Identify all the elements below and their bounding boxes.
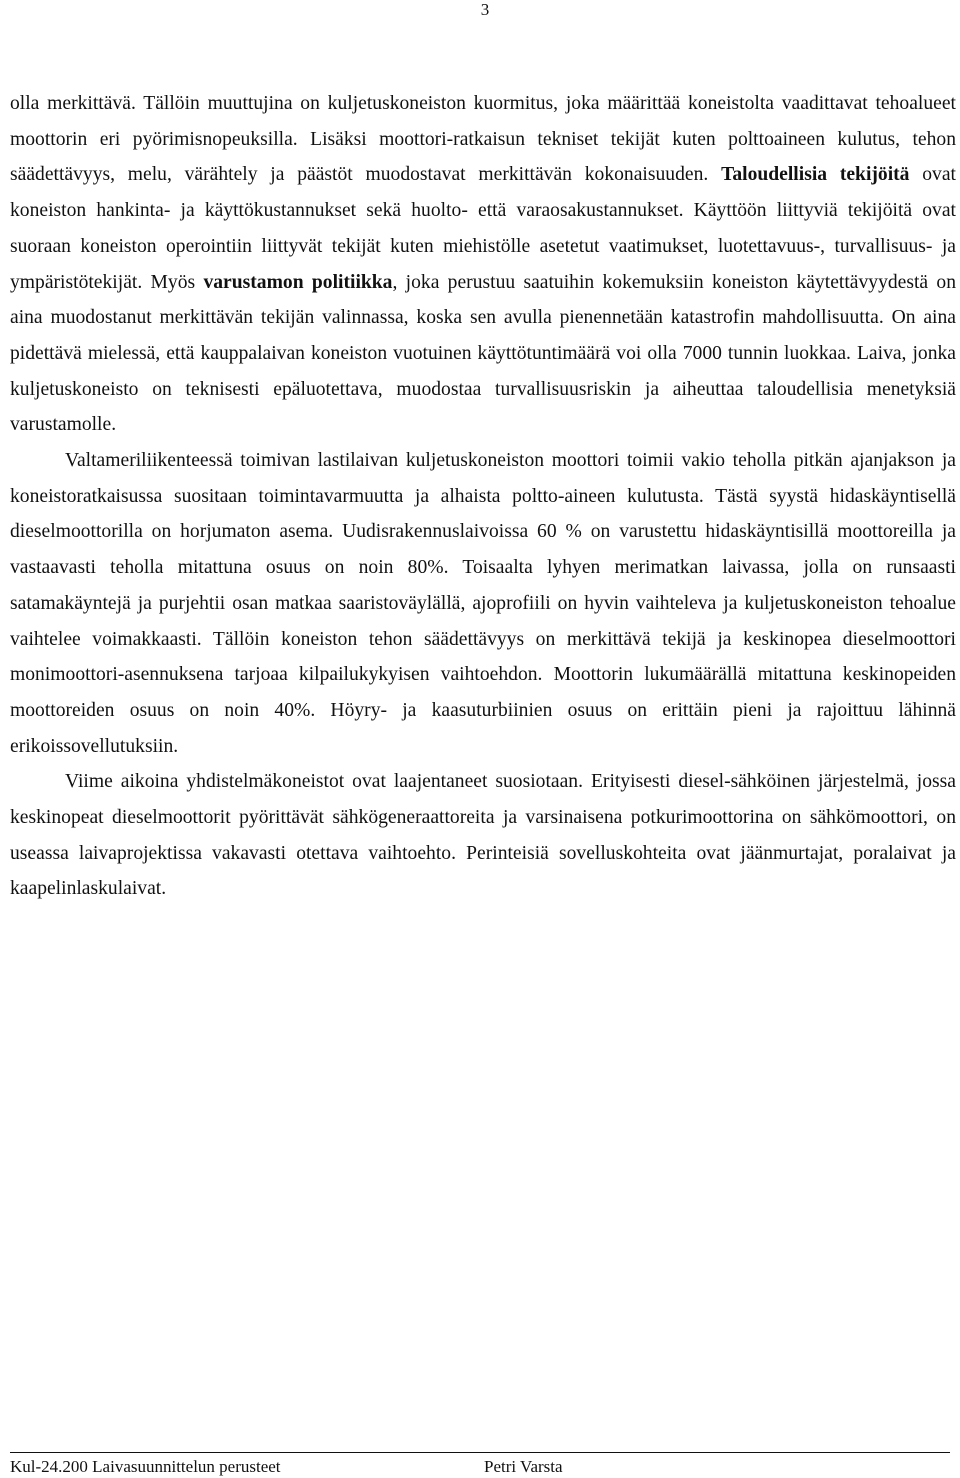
- body-text: [10, 86, 956, 907]
- text-run: Viime aikoina yhdistelmäkoneistot ovat laajentaneet suosiotaan. Erityisesti diesel-sähköinen järjestelmä, jossa keskinopeat dieselmoottorit pyörittävät sähkögeneraattoreita ja varsinaisena potkurimoottorina on sähkömoottori, on useassa laivaprojektissa vakavasti otettava vaihtoehto. Perinteisiä sovelluskohteita ovat jäänmurtajat, poralaivat ja kaapelinlaskulaivat.: [10, 771, 956, 900]
- bold-term-varustamon-politiikka: varustamon politiikka: [203, 271, 393, 293]
- footer-course-title: Kul-24.200 Laivasuunnittelun perusteet: [10, 1457, 281, 1476]
- footer-author: Petri Varsta: [484, 1457, 563, 1476]
- text-run: , joka perustuu saatuihin kokemuksiin koneiston käytettävyydestä on aina muodostanut merkittävän tekijän valinnassa, koska sen avulla pienennetään katastrofin mahdollisuutta. On aina pidettävä mielessä, että kauppalaivan koneiston vuotuinen käyttötuntimäärä voi olla 7000 tunnin luokkaa. Laiva, jonka kuljetuskoneisto on teknisesti epäluotettava, muodostaa turvallisuusriskin ja aiheuttaa taloudellisia menetyksiä varustamolle.: [10, 271, 957, 436]
- paragraph-2: [10, 443, 956, 764]
- bold-term-taloudellisia-tekijoita: Taloudellisia tekijöitä: [721, 164, 910, 186]
- page-number: 3: [480, 0, 490, 19]
- text-run: Valtameriliikenteessä toimivan lastilaivan kuljetuskoneiston moottori toimii vakio teholla pitkän ajanjakson ja koneistoratkaisussa suositaan toimintavarmuutta ja alhaista poltto-aineen kulutusta. Tästä syystä hidaskäyntisellä dieselmoottorilla on horjumaton asema. Uudisrakennuslaivoissa 60 % on varustettu hidaskäyntisillä moottoreilla ja vastaavasti teholla mitattuna osuus on noin 80%. Toisaalta lyhyen merimatkan laivassa, jolla on runsaasti satamakäyntejä ja purjehtii osan matkaa saaristoväylällä, ajoprofiili on hyvin vaihteleva ja kuljetuskoneiston tehoalue vaihtelee voimakkaasti. Tällöin koneiston tehon säädettävyys on merkittävä tekijä ja keskinopea dieselmoottori monimoottori-asennuksena tarjoaa kilpailukykyisen vaihtoehdon. Moottorin lukumäärällä mitattuna keskinopeiden moottoreiden osuus on noin 40%. Höyry- ja kaasuturbiinien osuus on erittäin pieni ja rajoittuu lähinnä erikoissovellutuksiin.: [10, 450, 956, 757]
- text-run: ovat koneiston hankinta- ja käyttökustannukset sekä huolto- että varaosakustannukset. Käyttöön liittyviä tekijöitä ovat suoraan koneiston operointiin liittyvät tekijät kuten miehistölle asetetut vaatimukset, luotettavuus-, turvallisuus- ja ympäristötekijät. Myös: [10, 164, 956, 293]
- page-footer: [10, 1452, 950, 1476]
- paragraph-3: [10, 764, 956, 907]
- text-run: olla merkittävä. Tällöin muuttujina on kuljetuskoneiston kuormitus, joka määrittää koneistolta vaadittavat tehoalueet moottorin eri pyörimisnopeuksilla. Lisäksi moottori-ratkaisun tekniset tekijät kuten polttoaineen kulutus, tehon säädettävyys, melu, värähtely ja päästöt muodostavat merkittävän kokonaisuuden.: [10, 93, 956, 186]
- paragraph-1: [10, 86, 956, 443]
